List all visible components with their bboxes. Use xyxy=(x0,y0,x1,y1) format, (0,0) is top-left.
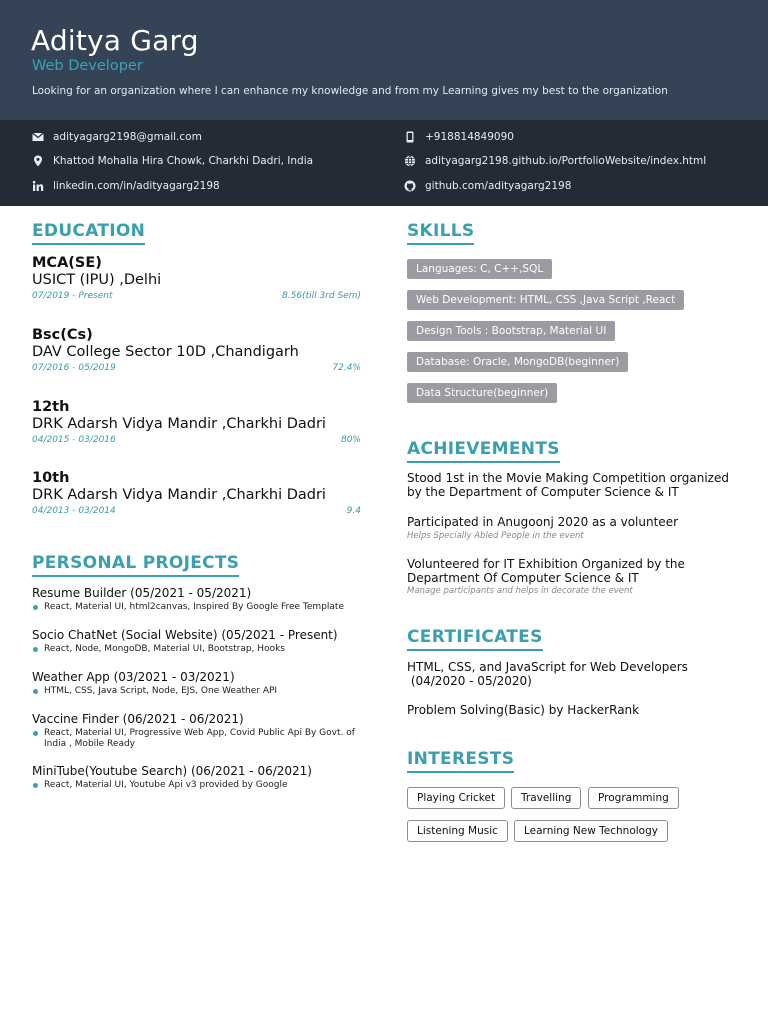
skills-section-title: SKILLS xyxy=(407,221,475,241)
project-title: Socio ChatNet (Social Website) (05/2021 - Present) xyxy=(32,628,338,642)
achievement-subtitle: Helps Specially Abled People in the event xyxy=(407,530,584,541)
education-degree: 12th xyxy=(32,399,70,415)
achievement-subtitle: Manage participants and helps in decorate the event xyxy=(407,586,633,596)
achievement-title: Stood 1st in the Movie Making Competition organized by the Department of Computer Science & IT xyxy=(407,471,729,499)
certificate-title: HTML, CSS, and JavaScript for Web Developers xyxy=(407,660,688,674)
education-degree: MCA(SE) xyxy=(32,255,102,271)
contact-bar xyxy=(0,120,768,206)
candidate-role: Web Developer xyxy=(32,58,143,74)
skill-tag: Languages: C, C++,SQL xyxy=(407,259,552,279)
achievement-item xyxy=(407,472,737,499)
career-objective: Looking for an organization where I can enhance my knowledge and from my Learning gives my best to the organization xyxy=(32,85,668,97)
education-grade: 9.4 xyxy=(346,506,361,516)
resume-header xyxy=(0,0,768,120)
contact-website[interactable] xyxy=(404,155,706,167)
skill-tag: Design Tools : Bootstrap, Material UI xyxy=(407,321,615,341)
education-dates: 04/2013 - 03/2014 xyxy=(32,506,116,516)
interests-section-title: INTERESTS xyxy=(407,749,515,769)
project-title: Resume Builder (05/2021 - 05/2021) xyxy=(32,586,252,600)
education-institution: DAV College Sector 10D ,Chandigarh xyxy=(32,344,299,360)
bullet-icon xyxy=(33,689,38,694)
linkedin-icon xyxy=(32,180,44,192)
bullet-icon xyxy=(33,783,38,788)
phone-text: +918814849090 xyxy=(425,131,514,143)
certificate-dates: (04/2020 - 05/2020) xyxy=(407,673,532,688)
achievements-section-title: ACHIEVEMENTS xyxy=(407,439,560,459)
project-description: HTML, CSS, Java Script, Node, EJS, One Weather API xyxy=(44,686,278,696)
project-title: MiniTube(Youtube Search) (06/2021 - 06/2021) xyxy=(32,764,312,778)
contact-email[interactable] xyxy=(32,131,202,143)
education-degree: 10th xyxy=(32,470,70,486)
project-description: React, Node, MongoDB, Material UI, Bootstrap, Hooks xyxy=(44,644,285,654)
interest-tag: Playing Cricket xyxy=(407,787,505,809)
education-item xyxy=(32,399,361,449)
location-icon xyxy=(32,155,44,167)
contact-linkedin[interactable] xyxy=(32,180,220,192)
project-item xyxy=(32,712,362,749)
certificate-title: Problem Solving(Basic) by HackerRank xyxy=(407,703,640,717)
contact-address xyxy=(32,155,313,167)
website-text: adityagarg2198.github.io/PortfolioWebsite/index.html xyxy=(425,155,707,167)
education-grade: 80% xyxy=(340,435,361,445)
project-item xyxy=(32,586,362,613)
interest-tag: Listening Music xyxy=(407,820,508,842)
education-item xyxy=(32,327,361,377)
education-institution: DRK Adarsh Vidya Mandir ,Charkhi Dadri xyxy=(32,487,326,503)
contact-github[interactable] xyxy=(404,180,571,192)
education-dates: 07/2016 - 05/2019 xyxy=(32,363,116,373)
education-dates: 07/2019 - Present xyxy=(32,291,113,301)
certificate-item xyxy=(407,704,737,718)
education-item xyxy=(32,470,361,520)
education-grade: 72.4% xyxy=(332,363,361,373)
bullet-icon xyxy=(33,647,38,652)
skill-tag: Database: Oracle, MongoDB(beginner) xyxy=(407,352,628,372)
project-description: React, Material UI, Progressive Web App, Covid Public Api By Govt. of India , Mobile Ready xyxy=(44,728,355,749)
education-dates: 04/2015 - 03/2016 xyxy=(32,435,116,445)
project-description: React, Material UI, Youtube Api v3 provided by Google xyxy=(44,780,288,790)
achievement-item xyxy=(407,516,737,541)
certificate-item xyxy=(407,661,737,688)
education-institution: DRK Adarsh Vidya Mandir ,Charkhi Dadri xyxy=(32,416,326,432)
education-section-title: EDUCATION xyxy=(32,221,146,241)
interest-tag: Programming xyxy=(588,787,679,809)
contact-phone[interactable] xyxy=(404,131,514,143)
projects-section-title: PERSONAL PROJECTS xyxy=(32,553,240,573)
interest-tag: Learning New Technology xyxy=(514,820,668,842)
education-item xyxy=(32,255,361,305)
education-grade: 8.56(till 3rd Sem) xyxy=(282,291,361,301)
linkedin-text: linkedin.com/in/adityagarg2198 xyxy=(53,180,220,192)
project-item xyxy=(32,764,362,791)
achievement-title: Volunteered for IT Exhibition Organized by the Department Of Computer Science & IT xyxy=(407,557,685,585)
skill-tag: Web Development: HTML, CSS ,Java Script ,React xyxy=(407,290,684,310)
achievement-item xyxy=(407,558,737,596)
email-text: adityagarg2198@gmail.com xyxy=(53,131,202,143)
bullet-icon xyxy=(33,605,38,610)
github-icon xyxy=(404,180,416,192)
envelope-icon xyxy=(32,131,44,143)
project-item xyxy=(32,670,362,697)
certificates-section-title: CERTIFICATES xyxy=(407,627,543,647)
phone-icon xyxy=(404,131,416,143)
education-institution: USICT (IPU) ,Delhi xyxy=(32,272,162,288)
bullet-icon xyxy=(33,731,38,736)
candidate-name: Aditya Garg xyxy=(31,24,199,57)
project-description: React, Material UI, html2canvas, Inspired By Google Free Template xyxy=(44,602,344,612)
interest-tag: Travelling xyxy=(511,787,581,809)
education-degree: Bsc(Cs) xyxy=(32,327,93,343)
project-item xyxy=(32,628,362,655)
achievement-title: Participated in Anugoonj 2020 as a volunteer xyxy=(407,515,679,529)
skill-tag: Data Structure(beginner) xyxy=(407,383,557,403)
address-text: Khattod Mohalla Hira Chowk, Charkhi Dadri, India xyxy=(53,155,314,167)
github-text: github.com/adityagarg2198 xyxy=(425,180,572,192)
globe-icon xyxy=(404,155,416,167)
project-title: Weather App (03/2021 - 03/2021) xyxy=(32,670,235,684)
project-title: Vaccine Finder (06/2021 - 06/2021) xyxy=(32,712,244,726)
